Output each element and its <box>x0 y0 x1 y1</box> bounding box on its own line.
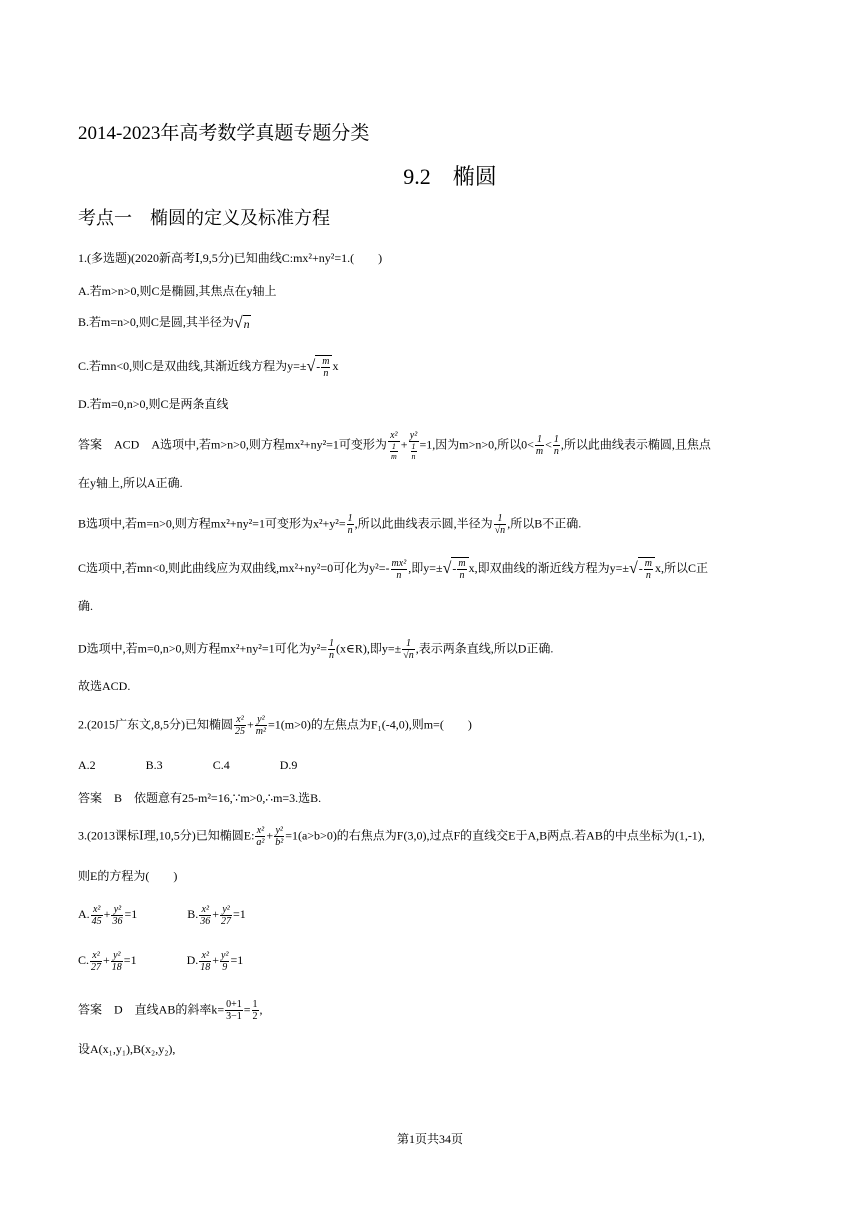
fraction-denominator: n <box>347 525 353 536</box>
fraction-denominator: 27 <box>221 916 232 927</box>
q1-option-d: D.若m=0,n>0,则C是两条直线 <box>78 397 229 411</box>
sqrt-symbol: √- $\frac{m}{n}$ <box>306 355 332 379</box>
fraction <box>494 513 507 536</box>
fraction-numerator: 1 <box>535 434 544 446</box>
answer-text: ,即y=± <box>408 560 443 575</box>
answer-text: ,所以此曲线表示圆,半径为 <box>354 516 493 531</box>
section-title: 9.2 椭圆 <box>403 164 497 189</box>
fraction-numerator: 1 <box>328 638 334 649</box>
q3-option-b: B. $\frac{\text{x²}}{36}$ + $\frac{\text{y²}}{27}$ =1 <box>187 904 246 927</box>
q1-option-b <box>78 314 790 332</box>
fraction-numerator: x² <box>91 904 103 916</box>
fraction <box>644 558 653 581</box>
q2-option-b: B.3 <box>145 758 163 772</box>
fraction <box>274 825 284 848</box>
q3-option-a: A. $\frac{\text{x²}}{45}$ + $\frac{\text{y²}}{36}$ =1 <box>78 904 138 927</box>
fraction-denominator: n <box>328 650 334 661</box>
answer-text: ,表示两条直线,所以D正确. <box>415 641 554 656</box>
fraction <box>535 434 544 457</box>
fraction-numerator: 0+1 <box>226 999 242 1010</box>
equals-one: =1 <box>230 953 244 968</box>
fraction-denominator: √n <box>494 525 506 536</box>
fraction <box>252 999 259 1022</box>
fraction <box>255 825 265 848</box>
q3-option-d: D. $\frac{\text{x²}}{18}$ + $\frac{\text{y²}}{9}$ =1 <box>186 950 244 973</box>
fraction-denominator: 25 <box>235 726 245 737</box>
fraction <box>390 442 398 461</box>
minus-sign: - <box>316 359 321 374</box>
fraction <box>328 638 335 661</box>
q3-stem-text: =1(a>b>0)的右焦点为F(3,0),过点F的直线交E于A,B两点.若AB的中点坐标为(1,-1), <box>285 828 705 843</box>
q1-option-c-text: C.若mn<0,则C是双曲线,其渐近线方程为y=± <box>78 358 307 373</box>
q1-answer-a: 答案 ACD A选项中,若m>n>0,则方程mx²+ny²=1可变形为 $\frac{\text{x²}}{\frac{1}{m}}$ + $\frac{\text{y²}}{\frac{1}{n}}$ =1,因为m>n>0,所以0< $\frac{1}{m}$ < $\frac{1}{n}$ ,所以此曲线表示椭圆,且焦点 <box>78 430 711 461</box>
q2-stem-text: 2.(2015广东文,8,5分)已知椭圆 <box>78 717 233 732</box>
answer-text: ,所以B不正确. <box>507 516 582 531</box>
fraction-numerator: 1 <box>494 513 507 525</box>
fraction-numerator: y² <box>409 430 418 441</box>
fraction-denominator: n <box>411 452 416 461</box>
fraction-numerator: x² <box>234 714 246 726</box>
fraction-numerator: y² <box>221 950 229 961</box>
fraction-numerator: x² <box>256 825 265 836</box>
answer-text: 答案 ACD A选项中,若m>n>0,则方程mx²+ny²=1可变形为 <box>78 437 387 452</box>
q1-option-a: A.若m>n>0,则C是椭圆,其焦点在y轴上 <box>78 284 277 298</box>
equals-one: =1 <box>124 907 138 922</box>
fraction-numerator: m <box>322 356 330 367</box>
answer-text: C选项中,若mn<0,则此曲线应为双曲线,mx²+ny²=0可化为y²=- <box>78 560 390 575</box>
fraction <box>220 950 229 973</box>
q2-option-c: C.4 <box>212 758 230 772</box>
answer-text: 答案 D 直线AB的斜率k= <box>78 1002 225 1017</box>
q1-answer-d <box>78 638 790 661</box>
topic-title: 考点一 椭圆的定义及标准方程 <box>78 208 330 228</box>
q1-option-b-text: B.若m=n>0,则C是圆,其半径为 <box>78 315 234 329</box>
sqrt-symbol: √- $\frac{m}{n}$ <box>443 557 469 581</box>
fraction-numerator: 1 <box>553 434 559 445</box>
fraction-denominator: b² <box>275 837 284 848</box>
fraction-numerator: x² <box>90 950 102 962</box>
answer-text: D选项中,若m=0,n>0,则方程mx²+ny²=1可化为y²= <box>78 641 327 656</box>
fraction-numerator: y² <box>275 825 283 836</box>
fraction-denominator: m <box>535 446 544 457</box>
fraction-numerator: 1 <box>411 442 416 451</box>
less-than: < <box>545 437 552 452</box>
fraction-numerator: 1 <box>252 999 258 1010</box>
fraction <box>220 904 232 927</box>
fraction-denominator: n <box>459 570 465 581</box>
fraction <box>388 430 400 461</box>
fraction <box>111 904 123 927</box>
fraction <box>402 638 415 661</box>
q2-options <box>78 757 790 773</box>
fraction <box>199 904 211 927</box>
q1-answer-c <box>78 557 790 581</box>
equals-sign: = <box>243 1002 251 1017</box>
fraction <box>321 356 330 379</box>
minus-sign: - <box>452 561 457 576</box>
q3-option-c: C. $\frac{\text{x²}}{27}$ + $\frac{\text{y²}}{18}$ =1 <box>78 950 137 973</box>
fraction <box>553 434 560 457</box>
fraction-denominator: m² <box>255 726 267 737</box>
answer-text: (x∈R),即y=± <box>335 641 402 656</box>
q1-stem: 1.(多选题)(2020新高考Ⅰ,9,5分)已知曲线C:mx²+ny²=1.( ) <box>78 251 383 265</box>
fraction <box>457 558 466 581</box>
fraction-numerator: x² <box>199 950 211 962</box>
fraction-denominator: 2 <box>252 1011 258 1022</box>
q2-stem-text: =1(m>0)的左焦点为F₁(-4,0),则m=( ) <box>268 717 472 732</box>
q1-answer-final: 故选ACD. <box>78 679 131 693</box>
answer-text: x,即双曲线的渐近线方程为y=± <box>468 560 629 575</box>
q2-option-a: A.2 <box>78 758 96 772</box>
minus-sign: - <box>638 561 643 576</box>
fraction-denominator: 9 <box>222 962 228 973</box>
fraction-denominator: n <box>396 569 402 581</box>
fraction-denominator: 27 <box>91 962 102 973</box>
document-title: 2014-2023年高考数学真题专题分类 <box>78 123 370 144</box>
option-label: C. <box>78 953 90 968</box>
answer-text: =1,因为m>n>0,所以0< <box>419 437 534 452</box>
option-label: B. <box>187 907 199 922</box>
fraction-numerator: mx² <box>391 557 407 569</box>
sqrt-symbol: √- $\frac{m}{n}$ <box>629 557 655 581</box>
q1-option-c-suffix: x <box>332 358 339 373</box>
fraction-numerator: x² <box>199 904 211 916</box>
q2-stem: 2.(2015广东文,8,5分)已知椭圆 $\frac{\text{x²}}{25}$ + $\frac{\text{y²}}{\text{m²}}$ =1(m>0)的左焦点为F₁(-4,0),则m=( ) <box>78 714 472 737</box>
fraction-denominator: 45 <box>91 916 102 927</box>
fraction-numerator: 1 <box>391 442 396 451</box>
q3-options-ab <box>78 904 790 927</box>
fraction-denominator: a² <box>256 837 265 848</box>
option-label: A. <box>78 907 90 922</box>
q2-answer: 答案 B 依题意有25-m²=16,∵m>0,∴m=3.选B. <box>78 791 322 805</box>
fraction-numerator: m <box>458 558 466 569</box>
fraction <box>199 950 211 973</box>
fraction-numerator: m <box>644 558 652 569</box>
fraction-numerator: y² <box>111 904 123 916</box>
answer-text: ,所以此曲线表示椭圆,且焦点 <box>560 437 711 452</box>
fraction-denominator: 18 <box>200 962 211 973</box>
fraction <box>90 950 102 973</box>
fraction <box>347 513 354 536</box>
fraction-denominator: n <box>553 446 559 457</box>
fraction-numerator: 1 <box>347 513 353 524</box>
fraction-denominator: 36 <box>200 916 211 927</box>
q1-answer-c-cont: 确. <box>78 599 94 613</box>
fraction-denominator: n <box>645 570 651 581</box>
equals-one: =1 <box>123 953 137 968</box>
q1-option-c <box>78 355 790 379</box>
fraction-denominator: 18 <box>111 962 122 973</box>
q3-stem-text: 3.(2013课标Ⅰ理,10,5分)已知椭圆E: <box>78 828 255 843</box>
fraction-denominator: √n <box>403 650 414 661</box>
q1-answer-b <box>78 513 790 536</box>
fraction <box>225 999 243 1022</box>
fraction <box>91 904 103 927</box>
option-label: D. <box>186 953 199 968</box>
q1-answer-a-cont: 在y轴上,所以A正确. <box>78 476 183 490</box>
fraction <box>391 558 408 581</box>
q3-stem-line2: 则E的方程为( ) <box>78 869 178 883</box>
fraction <box>111 950 123 973</box>
fraction-numerator: y² <box>111 950 123 962</box>
fraction <box>411 442 417 461</box>
fraction-numerator: y² <box>255 714 267 726</box>
answer-text: , <box>259 1002 263 1017</box>
fraction-denominator: n <box>323 368 329 379</box>
sqrt-symbol: √n <box>233 314 250 332</box>
answer-text: B选项中,若m=n>0,则方程mx²+ny²=1可变形为x²+y²= <box>78 516 346 531</box>
fraction-denominator: m <box>390 452 397 461</box>
fraction <box>234 714 246 737</box>
q1-option-b-radicand: n <box>243 317 250 332</box>
fraction <box>255 714 267 737</box>
q3-set-line: 设A(x₁,y₁),B(x₂,y₂), <box>78 1042 176 1056</box>
q3-options-cd <box>78 950 790 973</box>
fraction <box>409 430 419 461</box>
answer-text: x,所以C正 <box>654 560 708 575</box>
q3-answer <box>78 999 790 1022</box>
fraction-numerator: x² <box>388 430 400 442</box>
fraction-numerator: 1 <box>402 638 415 650</box>
equals-one: =1 <box>233 907 246 922</box>
page-footer: 第1页共34页 <box>396 1132 463 1146</box>
fraction-numerator: y² <box>220 904 232 916</box>
q2-option-d: D.9 <box>279 758 298 772</box>
fraction-denominator: 36 <box>112 916 123 927</box>
fraction-denominator: 3−1 <box>226 1011 242 1022</box>
q3-stem: 3.(2013课标Ⅰ理,10,5分)已知椭圆E: $\frac{\text{x²}}{\text{a²}}$ + $\frac{\text{y²}}{\text{b²}}$ =1(a>b>0)的右焦点为F(3,0),过点F的直线交E于A,B两点.若AB的中点坐标为(1,-1), <box>78 825 705 848</box>
